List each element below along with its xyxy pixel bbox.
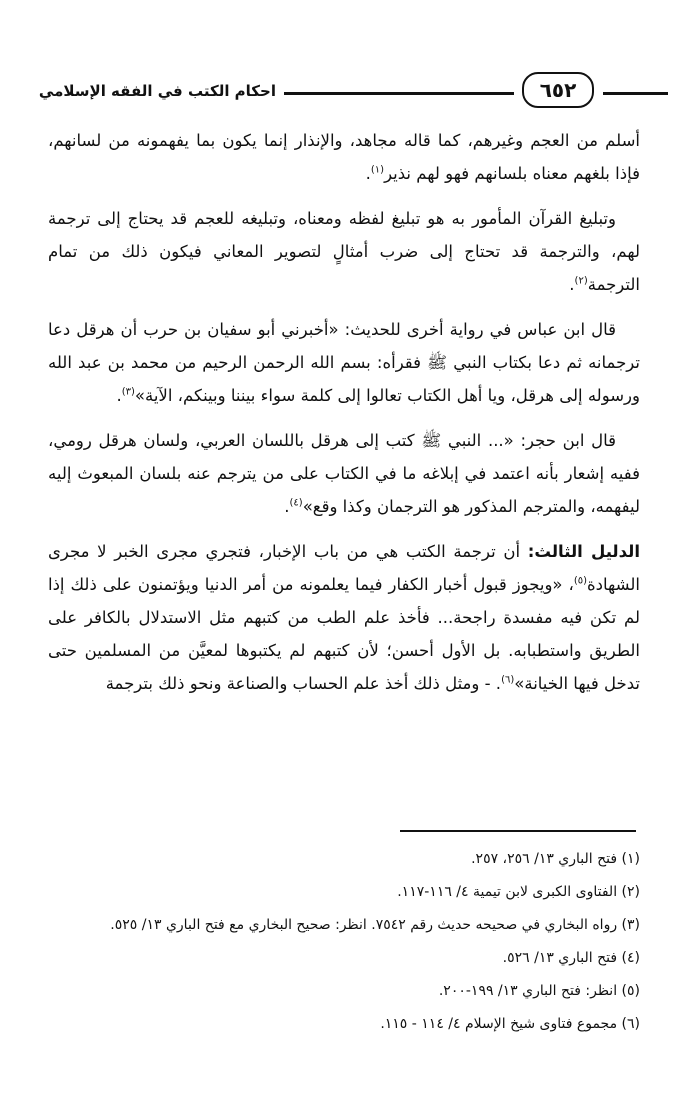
paragraph-2 [48,202,640,301]
footnote-1: (١) فتح الباري ١٣/ ٢٥٦، ٢٥٧. [471,851,640,867]
paragraph-tail: . [569,275,575,294]
paragraph-text: قال ابن حجر: «... النبي ﷺ كتب إلى هرقل باللسان العربي، ولسان هرقل رومي، ففيه إشعار بأنه اعتمد في إبلاغه ما في الكتاب على من يترجم عنه بلسان المبعوث إليه ليفهمه، والمترجم المذكور هو الترجمان وكذا وقع» [48,431,640,516]
footnote-2: (٢) الفتاوى الكبرى لابن تيمية ٤/ ١١٦-١١٧. [397,884,640,900]
paragraph-text: أسلم من العجم وغيرهم، كما قاله مجاهد، والإنذار إنما يكون بما يفهمونه من لسانهم، فإذا بلغهم معناه بلسانهم فهو لهم نذير [48,131,640,183]
footnotes [48,843,640,1041]
paragraph-tail: ، «ويجوز قبول أخبار الكفار فيما يعلمونه من أمر الدنيا ويؤتمنون على ذلك إذا لم تكن فيه مفسدة راجحة... فأخذ علم الطب من كتبهم مثل الاستدلال بالكافر على الطريق واستطبابه. بل الأول أحسن؛ لأن كتبهم لم يكتبوها لمعيَّن من المسلمين حتى تدخل فيها الخيانة» [48,575,640,693]
footnote-marker: (٥) [573,575,588,587]
footnote-marker: (١) [370,164,385,176]
paragraph-tail: . [284,497,290,516]
paragraph-tail: . - ومثل ذلك أخذ علم الحساب والصناعة ونحو ذلك بترجمة [105,674,502,693]
paragraph-tail: . [116,386,122,405]
paragraph-4 [48,424,640,523]
paragraph-tail: . [365,164,371,183]
paragraph-1 [48,124,640,190]
footnote-marker: (٣) [121,386,135,398]
page-header [28,72,668,112]
paragraph-text: قال ابن عباس في رواية أخرى للحديث: «أخبرني أبو سفيان بن حرب أن هرقل دعا ترجمانه ثم دعا بكتاب النبي ﷺ فقرأه: بسم الله الرحمن الرحيم من محمد بن عبد الله ورسوله إلى هرقل، ويا أهل الكتاب تعالوا إلى كلمة سواء بيننا وبينكم، الآية» [48,320,640,405]
paragraph-text: أن ترجمة الكتب هي من باب الإخبار، فتجري مجرى الخبر لا مجرى الشهادة [48,542,640,594]
footnote-3: (٣) رواه البخاري في صحيحه حديث رقم ٧٥٤٢. انظر: صحيح البخاري مع فتح الباري ١٣/ ٥٢٥. [110,917,640,933]
main-text [48,124,640,712]
page-number: ٦٥٢ [522,72,594,108]
footnote-marker: (٦) [501,674,515,686]
footnote-5: (٥) انظر: فتح الباري ١٣/ ١٩٩-٢٠٠. [438,983,640,999]
header-rule-left [284,92,514,95]
running-title: احكام الكتب في الفقه الإسلامي [38,82,276,100]
paragraph-3 [48,313,640,412]
footnote-separator [400,830,636,832]
footnote-6: (٦) مجموع فتاوى شيخ الإسلام ٤/ ١١٤ - ١١٥. [380,1016,640,1032]
paragraph-text: وتبليغ القرآن المأمور به هو تبليغ لفظه ومعناه، وتبليغه للعجم قد يحتاج إلى ترجمة لهم، والترجمة قد تحتاج إلى ضرب أمثالٍ لتصوير المعاني فيكون ذلك من تمام الترجمة [48,209,640,294]
header-rule-right [603,92,668,95]
footnote-4: (٤) فتح الباري ١٣/ ٥٢٦. [502,950,640,966]
footnote-marker: (٤) [289,497,303,509]
footnote-marker: (٢) [574,275,588,287]
paragraph-5 [48,535,640,700]
evidence-heading: الدليل الثالث: [527,542,641,561]
